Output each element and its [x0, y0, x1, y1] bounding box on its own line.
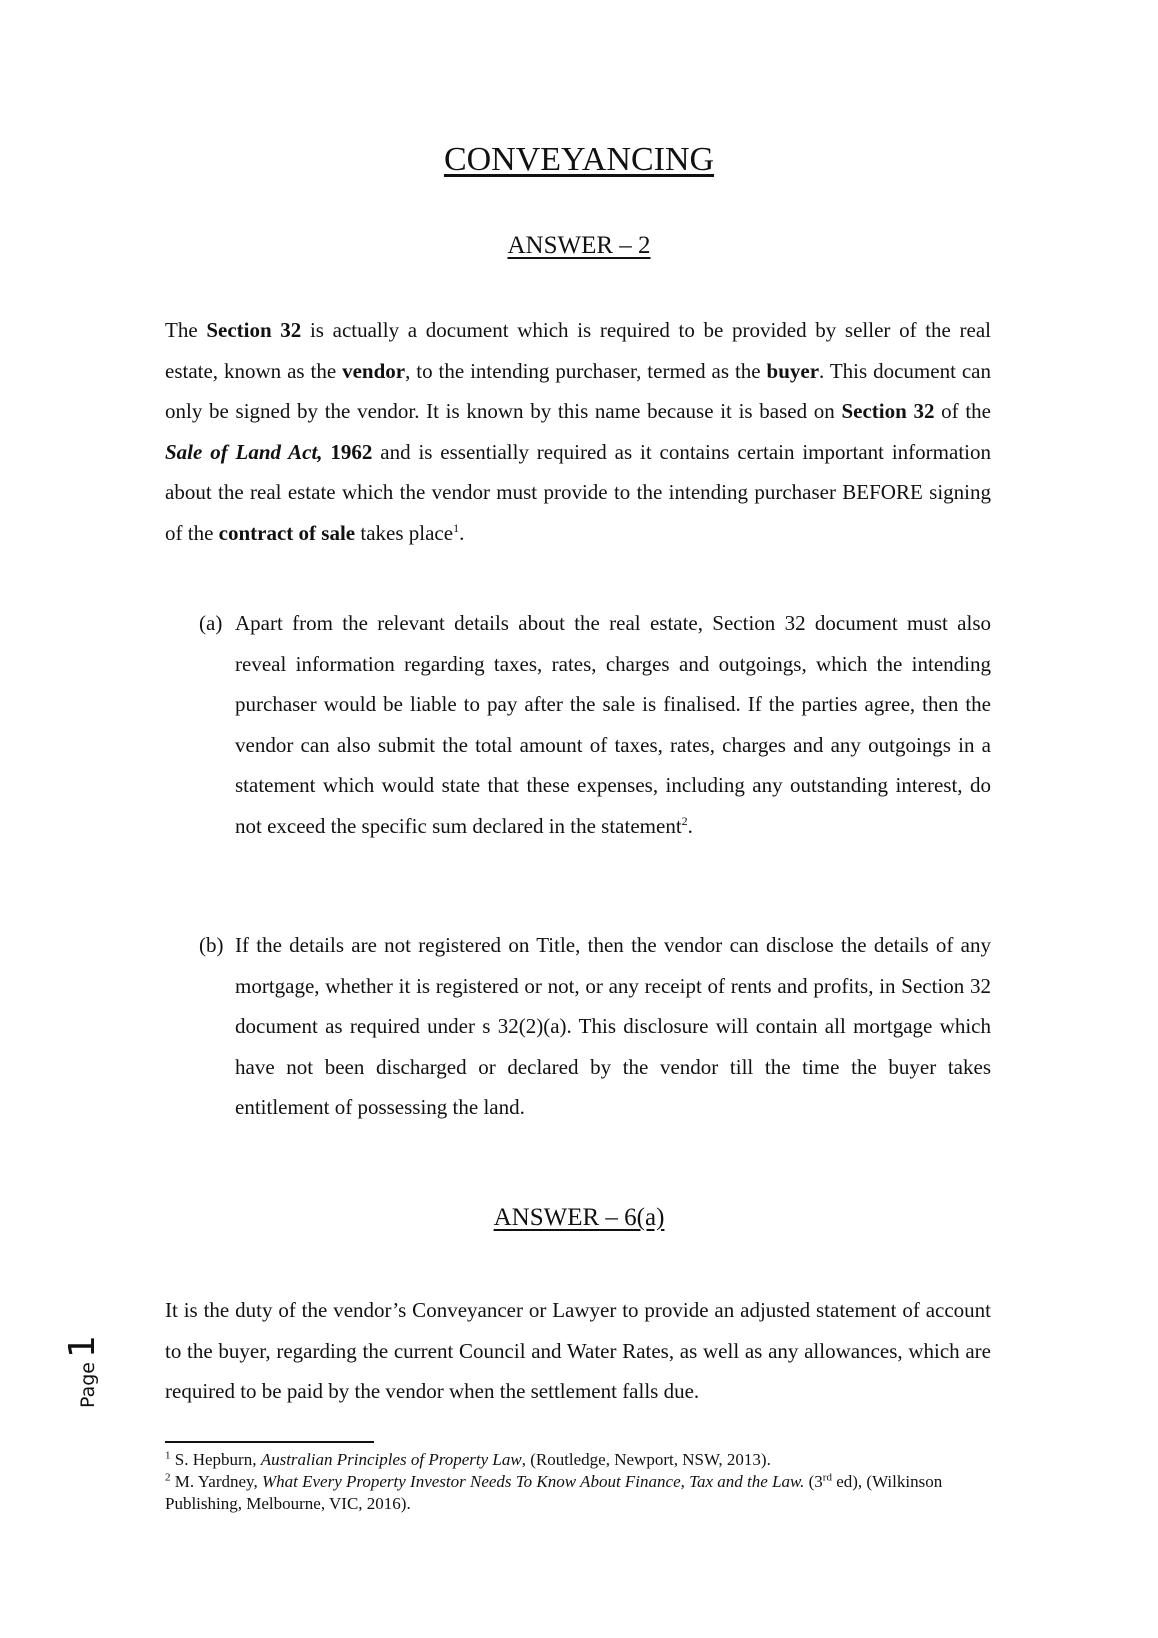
- footnote-ref-2[interactable]: 2: [681, 813, 688, 828]
- footnotes: [165, 1449, 995, 1515]
- footnote-1: $^1$ S. Hepburn, Australian Principles of Property Law, (Routledge, Newport, NSW, 2013).: [165, 1449, 771, 1469]
- page-label: Page: [77, 1362, 99, 1408]
- list-item-text: Apart from the relevant details about the real estate, Section 32 document must also reveal information regarding taxes, rates, charges and outgoings, which the intending purchaser would be liable to pay after the sale is finalised. If the parties agree, then the vendor can also submit the total amount of taxes, rates, charges and any outgoings in a statement which would state that these expenses, including any outstanding interest, do not exceed the specific sum declared in the statement: [235, 611, 991, 838]
- list-item-label: (b): [199, 933, 224, 957]
- answer-2-intro-paragraph: The Section 32 is actually a document which is required to be provided by seller of the real estate, known as the vendor, to the intending purchaser, termed as the buyer. This document can only be signed by the vendor. It is known by this name because it is based on Section 32 of the Sale of Land Act, 1962 and is essentially required as it contains certain important information about the real estate which the vendor must provide to the intending purchaser BEFORE signing of the contract of sale takes place$^1$.: [165, 318, 992, 545]
- answer-6a-paragraph: It is the duty of the vendor’s Conveyancer or Lawyer to provide an adjusted statement of account to the buyer, regarding the current Council and Water Rates, as well as any allowances, which are required to be paid by the vendor when the settlement falls due.: [165, 1298, 991, 1403]
- list-item-label: (a): [199, 611, 223, 635]
- list-item-a: (a) Apart from the relevant details about the real estate, Section 32 document must also reveal information regarding taxes, rates, charges and outgoings, which the intending purchaser would be liable to pay after the sale is finalised. If the parties agree, then the vendor can also submit the total amount of taxes, rates, charges and any outgoings in a statement which would state that these expenses, including any outstanding interest, do not exceed the specific sum declared in the statement$^2$.: [199, 603, 991, 846]
- page-number: [62, 1316, 102, 1408]
- page-number-value: 1: [62, 1335, 103, 1358]
- answer-2-heading: ANSWER – 2: [507, 232, 651, 259]
- answer-6a-heading: ANSWER – 6(a): [493, 1204, 665, 1231]
- list-item-b: [199, 925, 991, 1128]
- footnote-ref-1[interactable]: 1: [453, 520, 460, 535]
- document-title: CONVEYANCING: [443, 141, 715, 178]
- list-item-text: If the details are not registered on Title, then the vendor can disclose the details of any mortgage, whether it is registered or not, or any receipt of rents and profits, in Section 32 document as required under s 32(2)(a). This disclosure will contain all mortgage which have not been discharged or declared by the vendor till the time the buyer takes entitlement of possessing the land.: [235, 933, 991, 1119]
- footnote-2: $^2$ M. Yardney, What Every Property Investor Needs To Know About Finance, Tax and the Law. (3rd ed), (Wilkinson Publishing, Melbourne, VIC, 2016).: [165, 1471, 943, 1513]
- footnote-separator: [165, 1441, 374, 1443]
